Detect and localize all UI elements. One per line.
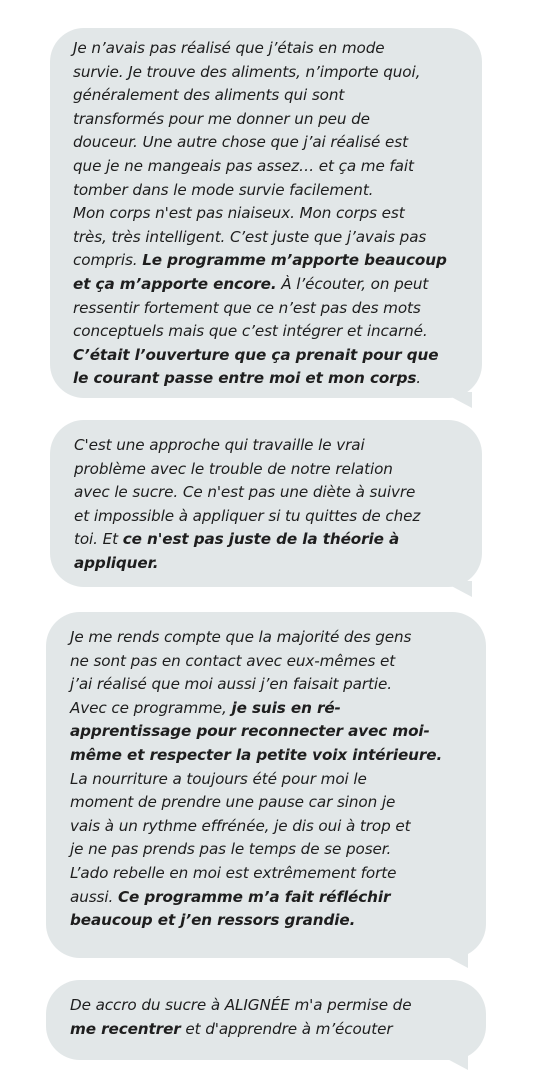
- testimonial-line: [73, 179, 447, 203]
- testimonial-line: [70, 626, 442, 650]
- text-segment: Je me rends compte que la majorité des gens: [70, 628, 412, 646]
- testimonial-line: [73, 108, 447, 132]
- text-segment: ne sont pas en contact avec eux-mêmes et: [70, 651, 396, 670]
- testimonial-line: [70, 650, 442, 674]
- testimonial-line: [70, 886, 442, 910]
- text-segment: très, très intelligent. C’est juste que j’avais pas: [73, 227, 427, 246]
- bold-text-segment: Le programme m’apporte beaucoup: [142, 251, 447, 270]
- bold-text-segment: je suis en ré-: [231, 698, 341, 717]
- testimonial-line: [74, 434, 420, 458]
- testimonial-line: [73, 131, 447, 155]
- testimonial-text-2: [74, 434, 420, 576]
- text-segment: C'est une approche qui travaille le vrai: [74, 436, 365, 454]
- text-segment: toi. Et: [74, 530, 123, 549]
- testimonial-line: [70, 697, 442, 721]
- text-segment: Avec ce programme,: [70, 698, 232, 717]
- bubble-tail-4: [438, 1054, 468, 1070]
- text-segment: L’ado rebelle en moi est extrêmement forte: [70, 863, 397, 882]
- text-segment: Je n’avais pas réalisé que j’étais en mode: [73, 39, 385, 57]
- text-segment: généralement des aliments qui sont: [73, 86, 345, 105]
- text-segment: je ne pas prends pas le temps de se poser.: [70, 840, 392, 859]
- bold-text-segment: même et respecter la petite voix intérieure.: [70, 745, 443, 764]
- bubble-tail-3: [438, 952, 468, 968]
- testimonial-line: [70, 815, 442, 839]
- text-segment: ressentir fortement que ce n’est pas des mots: [73, 298, 421, 317]
- text-segment: aussi.: [70, 887, 118, 906]
- text-segment: De accro du sucre à ALIGNÉE m'a permise de: [70, 996, 412, 1014]
- testimonial-line: [70, 744, 442, 768]
- testimonial-line: [70, 673, 442, 697]
- text-segment: À l’écouter, on peut: [276, 274, 429, 293]
- testimonial-line: [74, 552, 420, 576]
- testimonial-line: [74, 458, 420, 482]
- testimonial-line: [73, 273, 447, 297]
- testimonial-line: [73, 249, 447, 273]
- bold-text-segment: beaucoup et j’en ressors grandie.: [70, 911, 356, 930]
- text-segment: compris.: [73, 251, 143, 270]
- testimonial-line: [70, 1018, 411, 1042]
- testimonial-line: [70, 720, 442, 744]
- testimonial-line: [70, 994, 411, 1018]
- testimonial-text-1: [73, 37, 447, 391]
- testimonial-line: [70, 909, 442, 933]
- testimonial-line: [73, 155, 447, 179]
- bold-text-segment: le courant passe entre moi et mon corps: [73, 369, 417, 388]
- bold-text-segment: appliquer.: [74, 553, 159, 572]
- text-segment: conceptuels mais que c’est intégrer et incarné.: [73, 322, 428, 341]
- text-segment: avec le sucre. Ce n'est pas une diète à suivre: [74, 483, 416, 502]
- testimonial-text-4: [70, 994, 411, 1041]
- bold-text-segment: C’était l’ouverture que ça prenait pour que: [73, 345, 439, 364]
- testimonial-line: [70, 768, 442, 792]
- text-segment: tomber dans le mode survie facilement.: [73, 180, 374, 199]
- testimonial-line: [74, 481, 420, 505]
- bold-text-segment: ce n'est pas juste de la théorie à: [122, 530, 400, 549]
- bubble-tail-1: [442, 392, 472, 408]
- text-segment: problème avec le trouble de notre relation: [74, 459, 393, 478]
- testimonial-line: [73, 320, 447, 344]
- testimonial-line: [74, 505, 420, 529]
- testimonial-line: [73, 344, 447, 368]
- testimonial-line: [73, 297, 447, 321]
- testimonial-line: [73, 202, 447, 226]
- text-segment: que je ne mangeais pas assez… et ça me fait: [73, 156, 414, 175]
- bold-text-segment: apprentissage pour reconnecter avec moi-: [70, 722, 430, 741]
- bubble-tail-2: [442, 581, 472, 597]
- bold-text-segment: Ce programme m’a fait réfléchir: [117, 887, 391, 906]
- text-segment: j’ai réalisé que moi aussi j’en faisait partie.: [70, 675, 392, 694]
- text-segment: vais à un rythme effrénée, je dis oui à trop et: [70, 816, 411, 835]
- testimonial-line: [70, 791, 442, 815]
- text-segment: transformés pour me donner un peu de: [73, 109, 370, 128]
- text-segment: survie. Je trouve des aliments, n’importe quoi,: [73, 62, 421, 81]
- testimonial-line: [70, 862, 442, 886]
- testimonial-line: [70, 838, 442, 862]
- testimonial-line: [73, 84, 447, 108]
- testimonial-line: [73, 61, 447, 85]
- bold-text-segment: me recentrer: [70, 1019, 181, 1038]
- text-segment: et d'apprendre à m’écouter: [180, 1019, 393, 1038]
- testimonial-line: [73, 367, 447, 391]
- testimonial-line: [73, 37, 447, 61]
- bold-text-segment: et ça m’apporte encore.: [73, 274, 277, 293]
- text-segment: douceur. Une autre chose que j’ai réalisé est: [73, 133, 408, 152]
- text-segment: Mon corps n'est pas niaiseux. Mon corps est: [73, 204, 405, 223]
- testimonial-text-3: [70, 626, 442, 933]
- testimonial-line: [73, 226, 447, 250]
- text-segment: .: [416, 369, 422, 388]
- text-segment: La nourriture a toujours été pour moi le: [70, 769, 367, 788]
- text-segment: et impossible à appliquer si tu quittes de chez: [74, 506, 421, 525]
- testimonial-line: [74, 528, 420, 552]
- text-segment: moment de prendre une pause car sinon je: [70, 793, 396, 812]
